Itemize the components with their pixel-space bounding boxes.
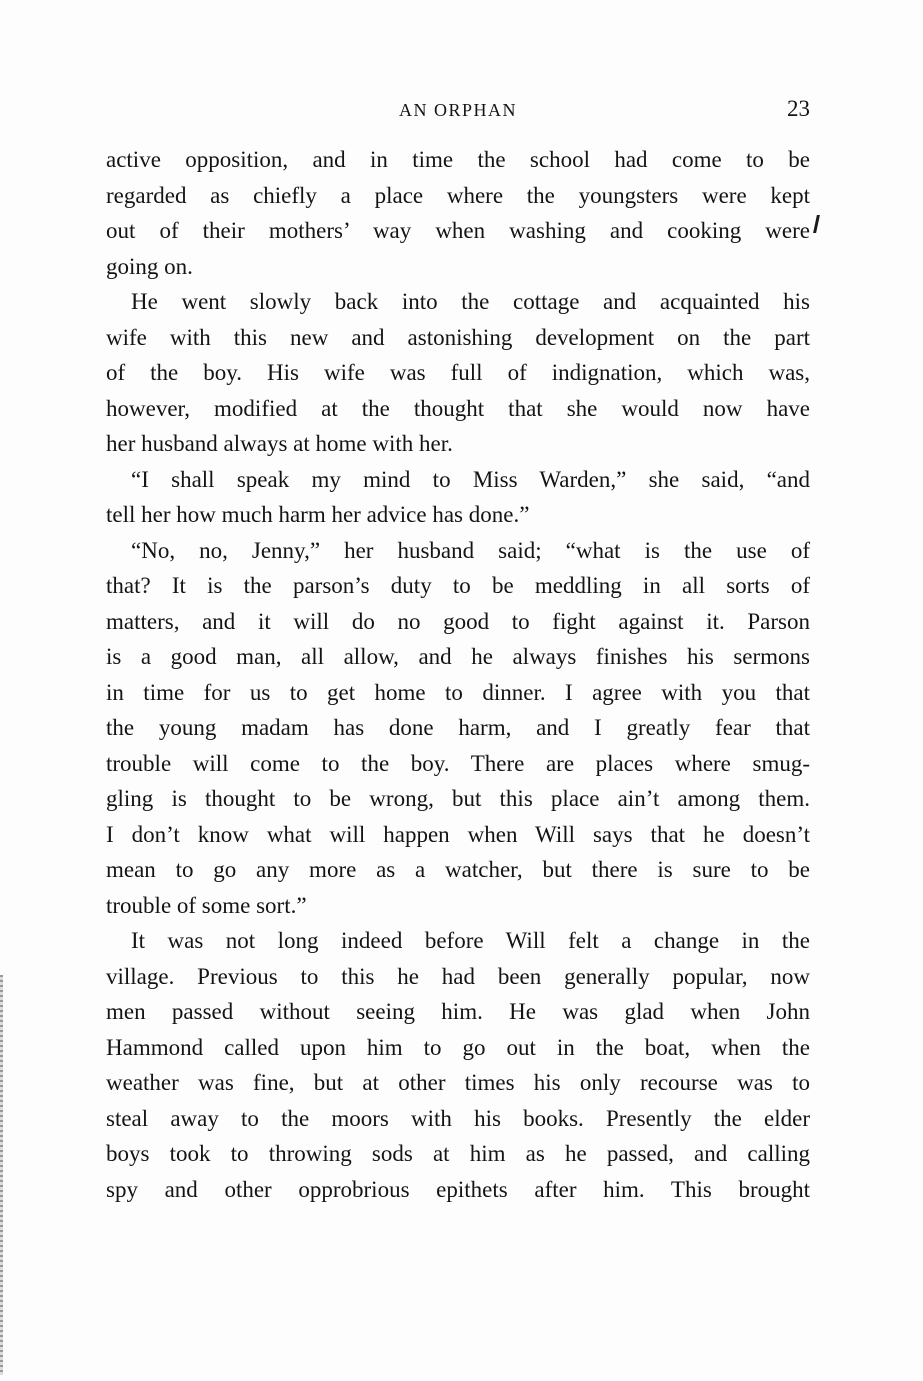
text-line: trouble will come to the boy. There are places where smug-: [106, 750, 810, 776]
text-line: spy and other opprobrious epithets after him. This brought: [106, 1176, 810, 1202]
text-line: that? It is the parson’s duty to be meddling in all sorts of: [106, 573, 810, 598]
text-line: mean to go any more as a watcher, but there is sure to be: [106, 857, 810, 882]
text-line: men passed without seeing him. He was glad when John: [106, 999, 810, 1024]
text-line: her husband always at home with her.: [106, 431, 453, 456]
text-line: steal away to the moors with his books. Presently the elder: [106, 1105, 810, 1131]
text-line: out of their mothers’ way when washing and cooking were: [106, 218, 810, 243]
text-line: Hammond called upon him to go out in the boat, when the: [106, 1034, 810, 1060]
text-line: weather was fine, but at other times his only recourse was to: [106, 1070, 810, 1095]
text-line: He went slowly back into the cottage and acquainted his: [131, 289, 810, 314]
text-line: “I shall speak my mind to Miss Warden,” she said, “and: [131, 466, 810, 492]
text-line: however, modified at the thought that she would now have: [106, 395, 810, 421]
margin-mark: [813, 215, 820, 233]
text-line: village. Previous to this he had been generally popular, now: [106, 963, 810, 989]
body-text: [106, 142, 810, 1207]
text-line: gling is thought to be wrong, but this place ain’t among them.: [106, 786, 810, 811]
text-line: of the boy. His wife was full of indignation, which was,: [106, 360, 810, 385]
text-line: matters, and it will do no good to fight against it. Parson: [106, 608, 810, 634]
text-line: “No, no, Jenny,” her husband said; “what is the use of: [131, 537, 810, 563]
page-number: 23: [787, 96, 810, 121]
text-line: boys took to throwing sods at him as he passed, and calling: [106, 1141, 810, 1166]
text-line: regarded as chiefly a place where the youngsters were kept: [106, 182, 810, 208]
text-line: is a good man, all allow, and he always finishes his sermons: [106, 644, 810, 669]
text-line: It was not long indeed before Will felt a change in the: [131, 928, 810, 953]
running-head: [106, 96, 810, 128]
scan-edge: [0, 975, 3, 1375]
text-line: I don’t know what will happen when Will says that he doesn’t: [106, 821, 810, 847]
text-line: going on.: [106, 253, 193, 279]
text-line: tell her how much harm her advice has done.”: [106, 502, 530, 527]
text-line: active opposition, and in time the school had come to be: [106, 147, 810, 172]
running-title: AN ORPHAN: [398, 100, 517, 120]
text-line: wife with this new and astonishing development on the part: [106, 324, 810, 350]
text-line: in time for us to get home to dinner. I agree with you that: [106, 679, 810, 705]
text-line: the young madam has done harm, and I greatly fear that: [106, 715, 810, 740]
text-line: trouble of some sort.”: [106, 892, 307, 918]
